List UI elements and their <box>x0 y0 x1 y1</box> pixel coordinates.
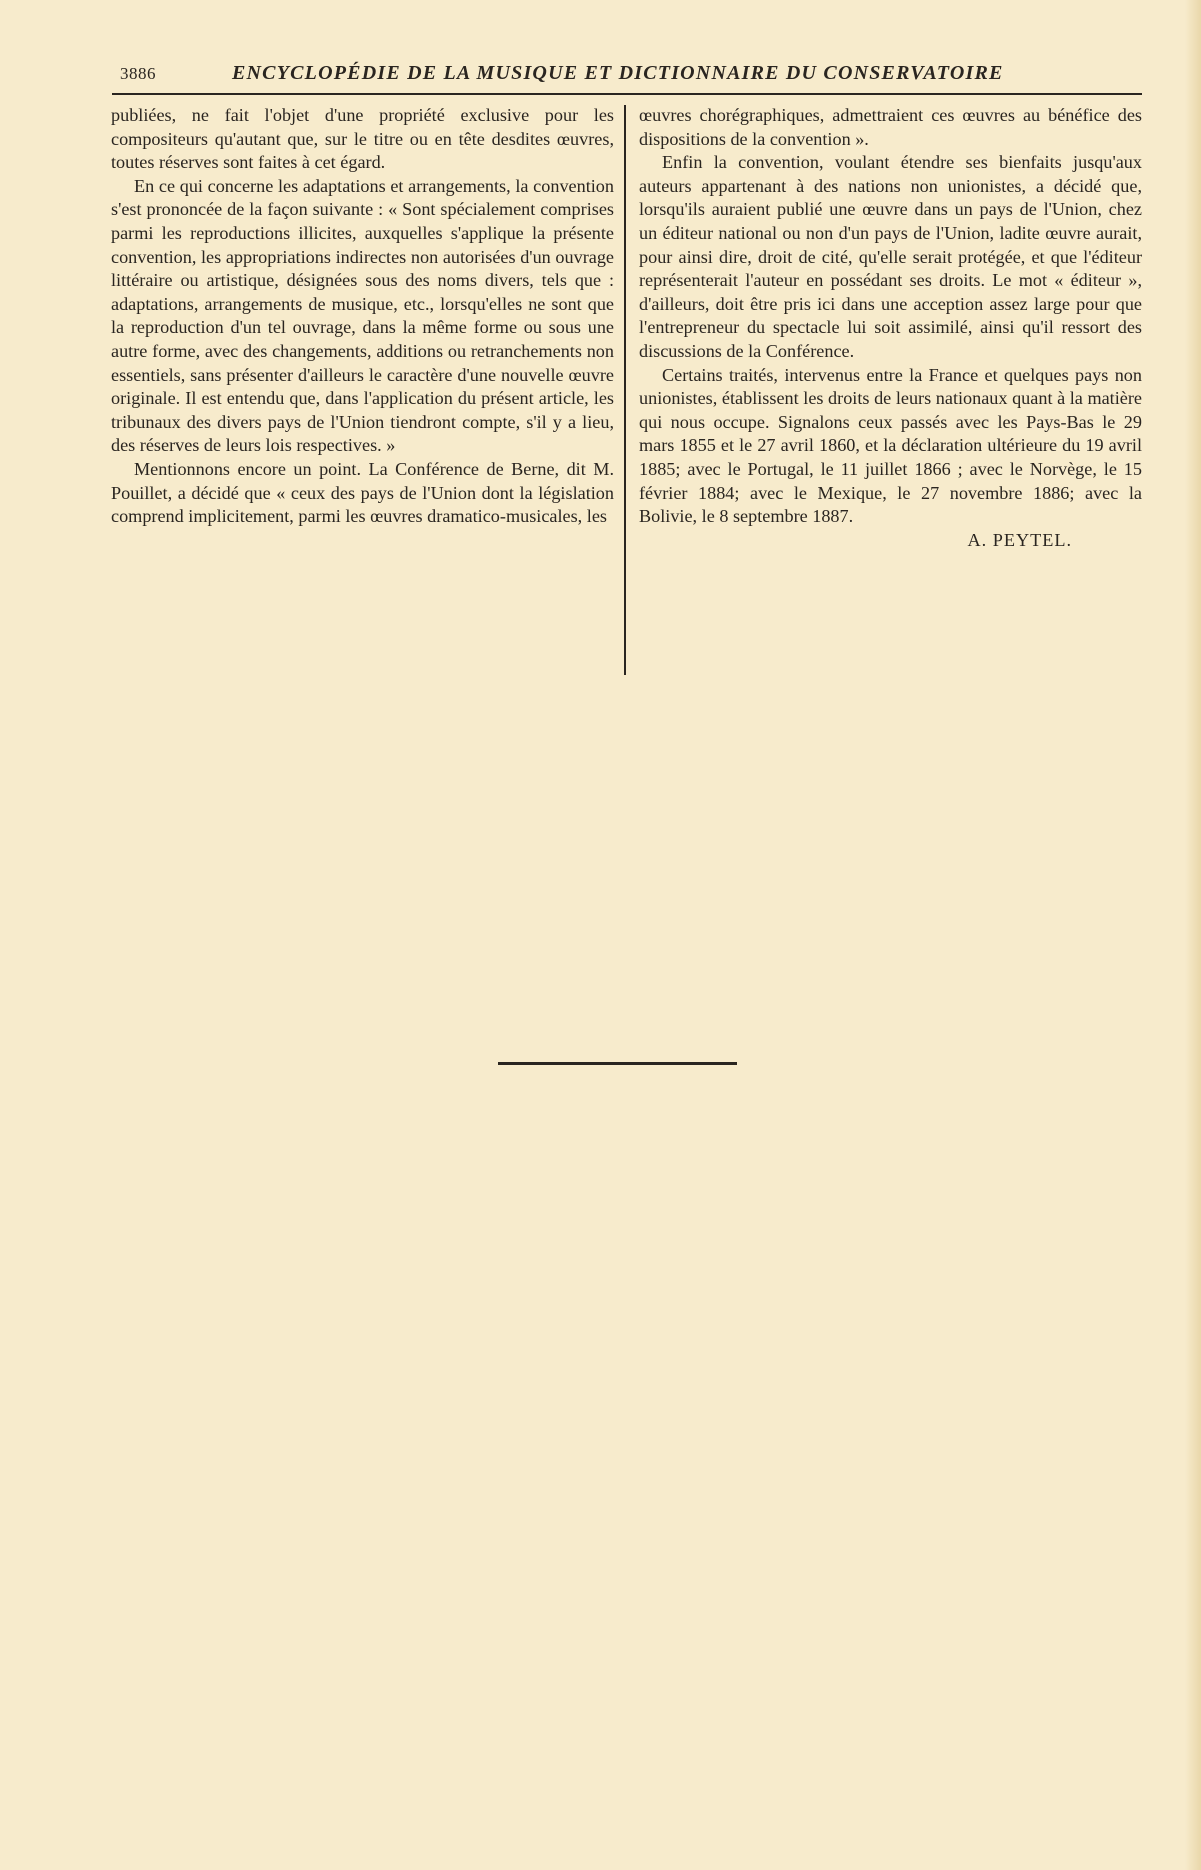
left-paragraph-3: Mentionnons encore un point. La Conférence de Berne, dit M. Pouillet, a décidé que « ceux des pays de l'Union dont la législation comprend implicitement, parmi les œuvres dramatico-musicales, les <box>111 458 614 527</box>
column-divider <box>624 105 626 675</box>
right-paragraph-1: œuvres chorégraphiques, admettraient ces œuvres au bénéfice des dispositions de la convention ». <box>639 105 1142 149</box>
page-number: 3886 <box>120 64 156 83</box>
author-signature: A. PEYTEL. <box>967 529 1072 550</box>
left-paragraph-2: En ce qui concerne les adaptations et arrangements, la convention s'est prononcée de la façon suivante : « Sont spécialement comprises parmi les reproductions illicites, auxquelles s'applique la présente convention, les appropriations indirectes non autorisées d'un ouvrage littéraire ou artistique, désignées sous des noms divers, tels que : adaptations, arrangements de musique, etc., lorsqu'elles ne sont que la reproduction d'un tel ouvrage, dans la même forme ou sous une autre forme, avec des changements, additions ou retranchements non essentiels, sans présenter d'ailleurs le caractère d'une nouvelle œuvre originale. Il est entendu que, dans l'application du présent article, les tribunaux des divers pays de l'Union tiendront compte, s'il y a lieu, des réserves de leurs lois respectives. » <box>111 175 614 456</box>
header-rule <box>112 93 1142 95</box>
page-header <box>120 62 1142 92</box>
right-column <box>639 104 1142 552</box>
right-paragraph-2: Enfin la convention, voulant étendre ses bienfaits jusqu'aux auteurs appartenant à des nations non unionistes, a décidé que, lorsqu'ils auraient publié une œuvre dans un pays de l'Union, chez un éditeur national ou non d'un pays de l'Union, ladite œuvre aurait, pour ainsi dire, droit de cité, qu'elle serait protégée, et que l'éditeur représenterait l'auteur en possédant ses droits. Le mot « éditeur », d'ailleurs, doit être pris ici dans une acception assez large pour que l'entrepreneur du spectacle lui soit assimilé, ainsi qu'il ressort des discussions de la Conférence. <box>639 152 1142 361</box>
page-edge-shadow <box>1185 0 1201 1870</box>
running-title: ENCYCLOPÉDIE DE LA MUSIQUE ET DICTIONNAIRE DU CONSERVATOIRE <box>232 62 1004 84</box>
right-paragraph-3: Certains traités, intervenus entre la France et quelques pays non unionistes, établissent les droits de leurs nationaux quant à la matière qui nous occupe. Signalons ceux passés avec les Pays-Bas le 29 mars 1855 et le 27 avril 1860, et la déclaration ultérieure du 19 avril 1885; avec le Portugal, le 11 juillet 1866 ; avec le Norvège, le 15 février 1884; avec le Mexique, le 27 novembre 1886; avec la Bolivie, le 8 septembre 1887. <box>639 364 1142 527</box>
left-paragraph-1: publiées, ne fait l'objet d'une propriété exclusive pour les compositeurs qu'autant que, sur le titre ou en tête desdites œuvres, toutes réserves sont faites à cet égard. <box>111 105 614 173</box>
left-column <box>111 104 614 529</box>
section-end-rule <box>498 1062 737 1065</box>
